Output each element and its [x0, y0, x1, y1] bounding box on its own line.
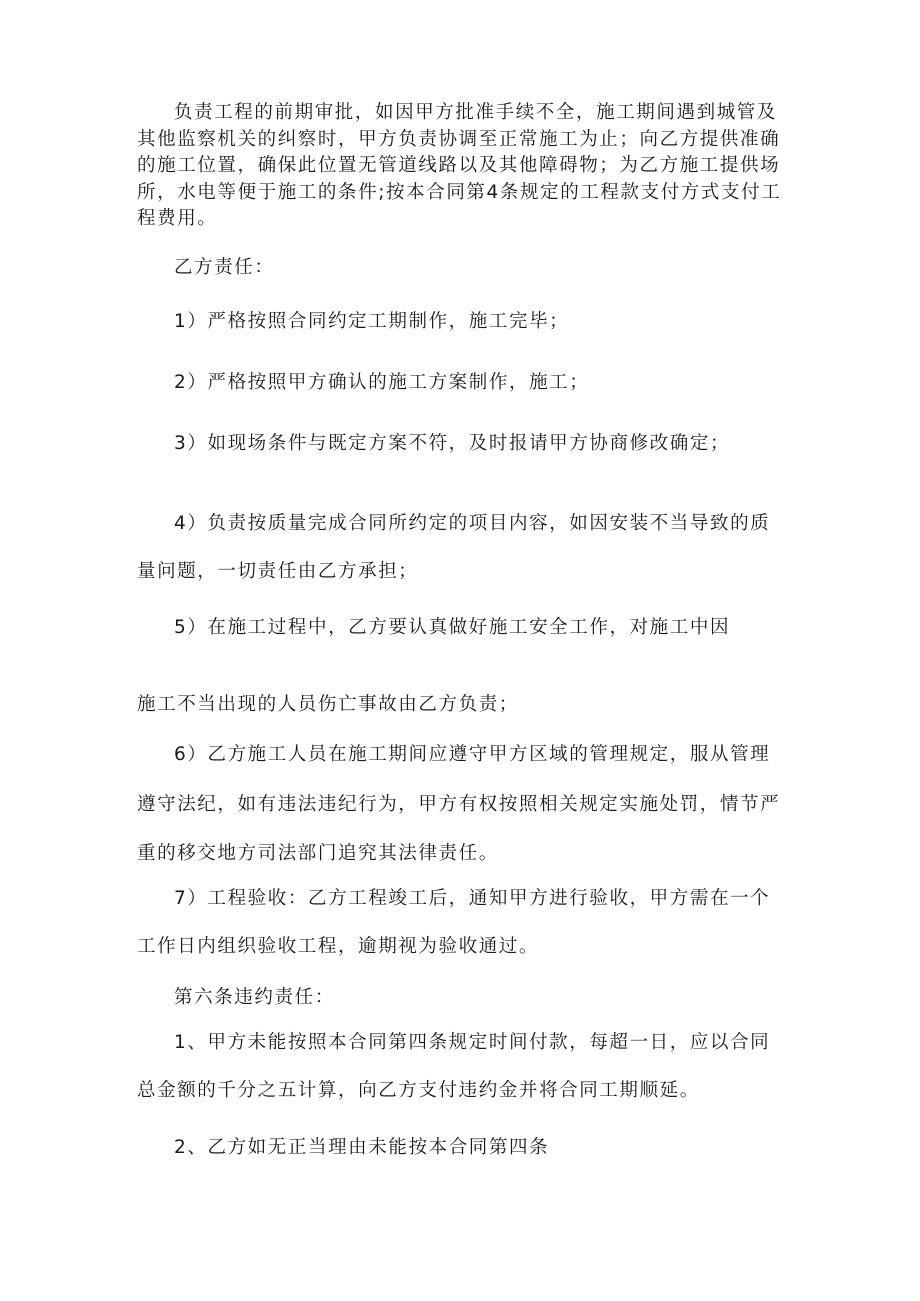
item-7-line-1: 7）工程验收：乙方工程竣工后，通知甲方进行验收，甲方需在一个 — [174, 888, 771, 909]
item-5-line-2: 施工不当出现的人员伤亡事故由乙方负责； — [137, 694, 519, 715]
breach-1-line-2: 总金额的千分之五计算，向乙方支付违约金并将合同工期顺延。 — [137, 1080, 700, 1101]
item-4-line-1: 4）负责按质量完成合同所约定的项目内容，如因安装不当导致的质 — [174, 513, 771, 534]
breach-1-line-1: 1、甲方未能按照本合同第四条规定时间付款，每超一日，应以合同 — [174, 1032, 771, 1053]
item-5-line-1: 5）在施工过程中，乙方要认真做好施工安全工作，对施工中因 — [174, 617, 731, 638]
intro-line: 其他监察机关的纠察时，甲方负责协调至正常施工为止；向乙方提供准确 — [137, 128, 781, 150]
item-4-line-2: 量问题，一切责任由乙方承担； — [137, 561, 419, 582]
intro-paragraph — [137, 100, 797, 233]
item-6-line-2: 遵守法纪，如有违法违纪行为，甲方有权按照相关规定实施处罚，情节严 — [137, 794, 781, 815]
item-1: 1）严格按照合同约定工期制作，施工完毕； — [174, 311, 570, 332]
item-3: 3）如现场条件与既定方案不符，及时报请甲方协商修改确定； — [174, 433, 731, 454]
item-7-line-2: 工作日内组织验收工程，逾期视为验收通过。 — [137, 936, 540, 957]
intro-line: 程费用。 — [137, 208, 218, 229]
intro-line: 的施工位置，确保此位置无管道线路以及其他障碍物；为乙方施工提供场 — [137, 155, 781, 176]
breach-2-line-1: 2、乙方如无正当理由未能按本合同第四条 — [174, 1137, 550, 1158]
item-6-line-1: 6）乙方施工人员在施工期间应遵守甲方区域的管理规定，服从管理 — [174, 744, 771, 765]
party-b-heading: 乙方责任： — [174, 257, 275, 278]
intro-line: 负责工程的前期审批，如因甲方批准手续不全，施工期间遇到城管及 — [174, 102, 778, 123]
item-2: 2）严格按照甲方确认的施工方案制作，施工； — [174, 372, 590, 393]
intro-line: 所，水电等便于施工的条件;按本合同第4条规定的工程款支付方式支付工 — [137, 181, 782, 203]
item-6-line-3: 重的移交地方司法部门追究其法律责任。 — [137, 843, 499, 864]
article-6-heading: 第六条违约责任： — [174, 987, 335, 1008]
